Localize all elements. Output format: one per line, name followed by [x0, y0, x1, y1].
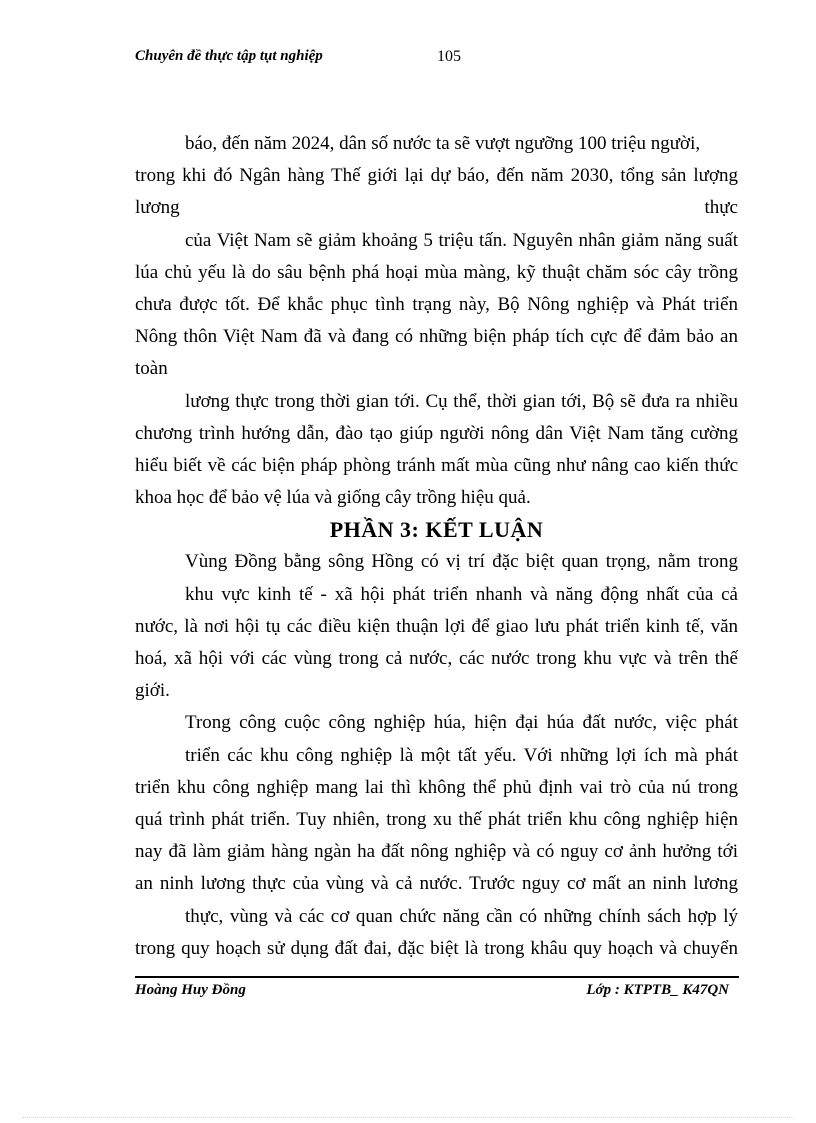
footer-class: Lớp : KTPTB_ K47QN [586, 982, 729, 998]
paragraph-line: giới. [135, 680, 170, 702]
paragraph-line: của Việt Nam sẽ giảm khoảng 5 triệu tấn. Nguyên nhân giảm năng suất [185, 229, 738, 251]
paragraph-line: toàn [135, 358, 168, 380]
paragraph-line: trong khi đó Ngân hàng Thế giới lại dự báo, đến năm 2030, tổng sản lượng [135, 165, 738, 187]
page-bottom-edge [22, 1117, 794, 1118]
paragraph-line: Nông thôn Việt Nam đã và đang có những biện pháp tích cực để đảm bảo an [135, 326, 738, 348]
paragraph-line: hiểu biết về các biện pháp phòng tránh mất mùa cũng như nâng cao kiến thức [135, 454, 738, 476]
paragraph-line: nước, là nơi hội tụ các điều kiện thuận lợi để giao lưu phát triển kinh tế, văn [135, 615, 738, 637]
paragraph-line: quá trình phát triển. Tuy nhiên, trong xu thế phát triển khu công nghiệp hiện [135, 808, 738, 830]
paragraph-line: lúa chủ yếu là do sâu bệnh phá hoại mùa màng, kỹ thuật chăm sóc cây trồng [135, 261, 738, 283]
paragraph-line: triển khu công nghiệp mang lai thì không thể phủ định vai trò của nú trong [135, 776, 738, 798]
paragraph-line: nay đã làm giảm hàng ngàn ha đất nông nghiệp và có nguy cơ ảnh hưởng tới [135, 841, 738, 863]
paragraph-line: báo, đến năm 2024, dân số nước ta sẽ vượt ngưỡng 100 triệu người, [185, 133, 701, 154]
paragraph-line-start: lương [135, 197, 180, 219]
paragraph-line: Vùng Đồng bằng sông Hồng có vị trí đặc biệt quan trọng, nằm trong [185, 551, 738, 573]
paragraph-line: khoa học để bảo vệ lúa và giống cây trồng hiệu quả. [135, 487, 531, 509]
paragraph-line: chưa được tốt. Để khắc phục tình trạng này, Bộ Nông nghiệp và Phát triển [135, 293, 738, 315]
page-header [135, 48, 735, 72]
section-heading: PHẦN 3: KẾT LUẬN [329, 517, 544, 543]
paragraph-line [135, 192, 738, 224]
paragraph-line: trong quy hoạch sử dụng đất đai, đặc biệt là trong khâu quy hoạch và chuyển [135, 937, 738, 959]
page-number: 105 [437, 48, 461, 65]
header-title: Chuyên đề thực tập tụt nghiệp [135, 48, 323, 64]
paragraph-line: Trong công cuộc công nghiệp húa, hiện đại húa đất nước, việc phát [185, 712, 738, 734]
page-footer [135, 982, 739, 1004]
footer-author: Hoàng Huy Đồng [135, 982, 246, 998]
paragraph-line: triển các khu công nghiệp là một tất yếu. Với những lợi ích mà phát [185, 744, 738, 766]
paragraph-line: thực, vùng và các cơ quan chức năng cần có những chính sách hợp lý [185, 905, 738, 927]
footer-divider [135, 976, 739, 978]
document-body [135, 128, 738, 965]
paragraph-line: lương thực trong thời gian tới. Cụ thể, thời gian tới, Bộ sẽ đưa ra nhiều [185, 390, 738, 412]
paragraph-line: khu vực kinh tế - xã hội phát triển nhanh và năng động nhất của cả [185, 583, 738, 605]
paragraph-line: chương trình hướng dẫn, đào tạo giúp người nông dân Việt Nam tăng cường [135, 422, 738, 444]
paragraph-line: hoá, xã hội với các vùng trong cả nước, các nước trong khu vực và trên thế [135, 648, 738, 669]
paragraph-line: an ninh lương thực của vùng và cả nước. Trước nguy cơ mất an ninh lương [135, 873, 738, 895]
paragraph-line-end: thực [704, 197, 738, 219]
